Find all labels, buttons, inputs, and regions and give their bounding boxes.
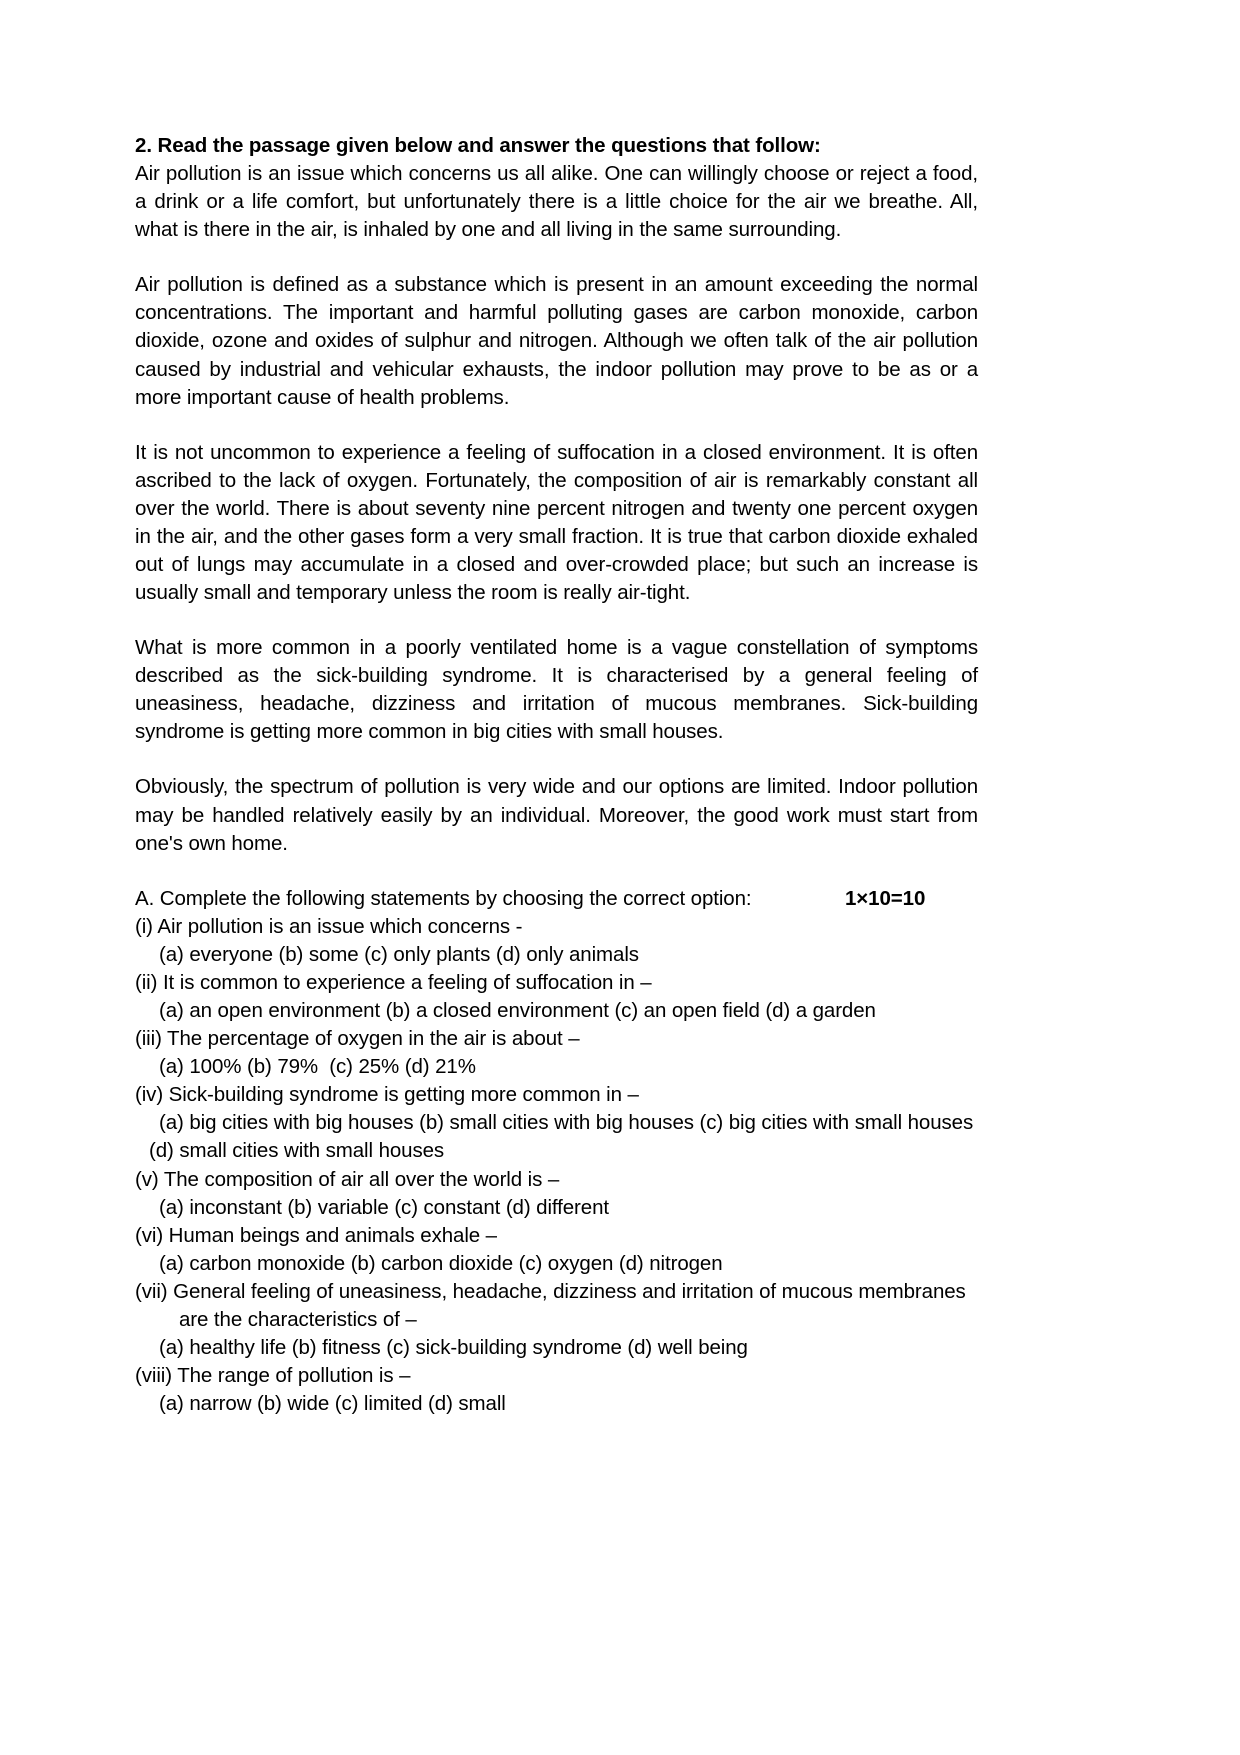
question-stem: (vii) General feeling of uneasiness, headache, dizziness and irritation of mucous membranes	[135, 1279, 966, 1303]
passage-paragraph-2: Air pollution is defined as a substance which is present in an amount exceeding the normal concentrations. The important and harmful polluting gases are carbon monoxide, carbon dioxide, ozone and oxides of sulphur and nitrogen. Although we often talk of the air pollution caused by industrial and vehicular exhausts, the indoor pollution may prove to be as or a more important cause of health problems.	[135, 273, 978, 409]
section-a-label: A. Complete the following statements by choosing the correct option:	[135, 886, 752, 910]
passage-paragraph-3: It is not uncommon to experience a feeling of suffocation in a closed environment. It is often ascribed to the lack of oxygen. Fortunately, the composition of air is remarkably constant all over the world. There is about seventy nine percent nitrogen and twenty one percent oxygen in the air, and the other gases form a very small fraction. It is true that carbon dioxide exhaled out of lungs may accumulate in a closed and over-crowded place; but such an increase is usually small and temporary unless the room is really air-tight.	[135, 440, 978, 605]
question-options: (a) an open environment (b) a closed environment (c) an open field (d) a garden	[159, 999, 876, 1023]
question-options: (a) carbon monoxide (b) carbon dioxide (c) oxygen (d) nitrogen	[159, 1251, 723, 1275]
question-options: (a) everyone (b) some (c) only plants (d) only animals	[159, 942, 639, 966]
question-item-viii	[135, 1362, 978, 1418]
question-item-iii	[135, 1025, 978, 1081]
question-number: 2	[135, 134, 147, 157]
question-stem: (viii) The range of pollution is –	[135, 1364, 411, 1388]
section-a-marks: 1×10=10	[845, 886, 926, 910]
passage-paragraph-5: Obviously, the spectrum of pollution is very wide and our options are limited. Indoor pollution may be handled relatively easily by an individual. Moreover, the good work must start from one's own home.	[135, 775, 978, 855]
question-options: (a) 100% (b) 79% (c) 25% (d) 21%	[159, 1055, 476, 1079]
question-list	[135, 913, 978, 1418]
paragraph-spacer	[135, 412, 978, 439]
question-options: (a) big cities with big houses (b) small cities with big houses (c) big cities with small houses	[159, 1111, 974, 1135]
question-stem: (ii) It is common to experience a feeling of suffocation in –	[135, 970, 652, 994]
paragraph-spacer	[135, 858, 978, 885]
question-stem: (i) Air pollution is an issue which concerns -	[135, 914, 523, 938]
question-options: (a) narrow (b) wide (c) limited (d) small	[159, 1392, 506, 1416]
question-options: (a) healthy life (b) fitness (c) sick-building syndrome (d) well being	[159, 1335, 748, 1359]
question-item-ii	[135, 969, 978, 1025]
question-item-i	[135, 913, 978, 969]
passage-paragraph-1: Air pollution is an issue which concerns us all alike. One can willingly choose or reject a food, a drink or a life comfort, but unfortunately there is a little choice for the air we breathe. All, what is there in the air, is inhaled by one and all living in the same surrounding.	[135, 162, 978, 242]
paragraph-spacer	[135, 607, 978, 634]
question-stem: (iii) The percentage of oxygen in the air is about –	[135, 1027, 580, 1051]
question-stem: (vi) Human beings and animals exhale –	[135, 1223, 497, 1247]
paragraph-spacer	[135, 244, 978, 271]
question-item-iv	[135, 1081, 978, 1165]
question-options-continued: (d) small cities with small houses	[149, 1139, 445, 1163]
question-item-v	[135, 1166, 978, 1222]
paragraph-spacer	[135, 746, 978, 773]
question-item-vi	[135, 1222, 978, 1278]
question-stem-continued: are the characteristics of –	[179, 1307, 417, 1331]
question-stem: (v) The composition of air all over the world is –	[135, 1167, 560, 1191]
question-stem: (iv) Sick-building syndrome is getting more common in –	[135, 1083, 639, 1107]
page-content	[135, 132, 978, 1418]
section-a-header	[135, 885, 978, 913]
question-item-vii	[135, 1278, 978, 1362]
question-options: (a) inconstant (b) variable (c) constant (d) different	[159, 1195, 609, 1219]
page-title	[135, 132, 978, 160]
passage-paragraph-4: What is more common in a poorly ventilated home is a vague constellation of symptoms described as the sick-building syndrome. It is characterised by a general feeling of uneasiness, headache, dizziness and irritation of mucous membranes. Sick-building syndrome is getting more common in big cities with small houses.	[135, 636, 978, 744]
page-title-text: . Read the passage given below and answer the questions that follow:	[146, 134, 821, 157]
